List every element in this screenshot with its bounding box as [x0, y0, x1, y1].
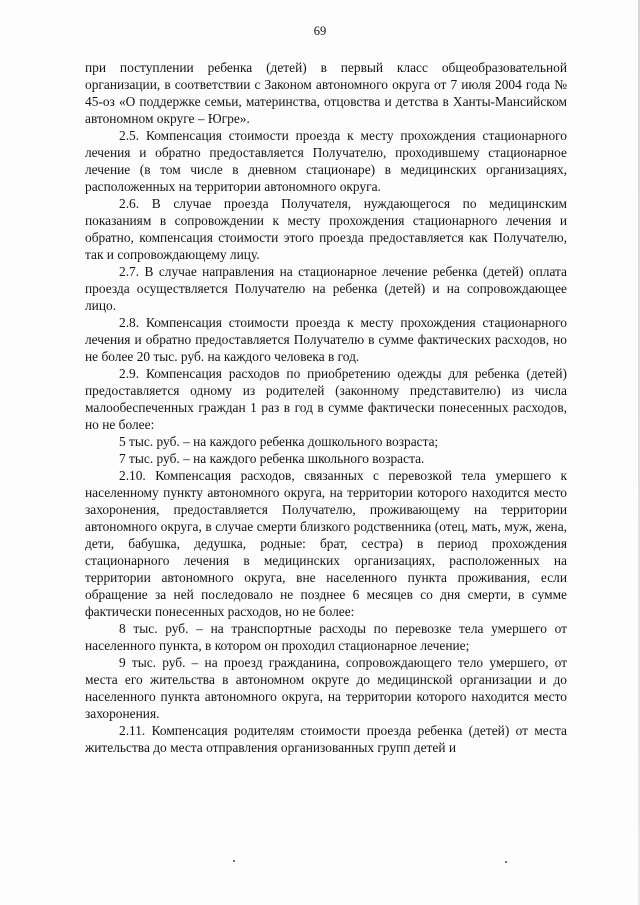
paragraph-2-10: 2.10. Компенсация расходов, связанных с перевозкой тела умершего к населенному пункту автономного округа, на территории которого находится место захоронения, предоставляется Получателю, проживающему на территории автономного округа, в случае смерти близкого родственника (отец, мать, муж, жена, дети, бабушка, дедушка, родные: брат, сестра) в период прохождения стационарного лечения в медицинских организациях, расположенных на территории автономного округа, вне населенного пункта проживания, если обращение за ней последовало не позднее 6 месяцев со дня смерти, в сумме фактически понесенных расходов, но не более: [85, 468, 567, 619]
list-item-escort: 9 тыс. руб. – на проезд гражданина, сопровождающего тело умершего, от места его жительства в автономном округе до медицинской организации и до населенного пункта автономного округа, на территории которого находится место захоронения. [85, 655, 567, 721]
paragraph-continuation: при поступлении ребенка (детей) в первый класс общеобразовательной организации, в соответствии с Законом автономного округа от 7 июля 2004 года № 45-оз «О поддержке семьи, материнства, отцовства и детства в Ханты-Мансийском автономном округе – Югре». [85, 60, 567, 126]
paragraph-2-11: 2.11. Компенсация родителям стоимости проезда ребенка (детей) от места жительства до места отправления организованных групп детей и [85, 723, 567, 755]
list-item-school: 7 тыс. руб. – на каждого ребенка школьного возраста. [119, 451, 425, 466]
scan-dot [233, 860, 235, 862]
list-item-preschool: 5 тыс. руб. – на каждого ребенка дошкольного возраста; [119, 434, 439, 449]
paragraph-2-6: 2.6. В случае проезда Получателя, нуждающегося по медицинским показаниям в сопровождении к месту прохождения стационарного лечения и обратно, компенсация стоимости этого проезда предоставляется как Получателю, так и сопровождающему лицу. [85, 196, 567, 262]
page-number: 69 [313, 24, 327, 38]
paragraph-2-8: 2.8. Компенсация стоимости проезда к месту прохождения стационарного лечения и обратно предоставляется Получателю в сумме фактических расходов, но не более 20 тыс. руб. на каждого человека в год. [85, 315, 567, 364]
document-body [85, 59, 567, 756]
paragraph-2-5: 2.5. Компенсация стоимости проезда к месту прохождения стационарного лечения и обратно предоставляется Получателю, проходившему стационарное лечение (в том числе в дневном стационаре) в медицинских организациях, расположенных на территории автономного округа. [85, 128, 567, 194]
scan-dot [505, 861, 507, 863]
list-item-transport: 8 тыс. руб. – на транспортные расходы по перевозке тела умершего от населенного пункта, в котором он проходил стационарное лечение; [85, 621, 567, 653]
paragraph-2-7: 2.7. В случае направления на стационарное лечение ребенка (детей) оплата проезда осуществляется Получателю на ребенка (детей) и на сопровождающее лицо. [85, 264, 567, 313]
paragraph-2-9: 2.9. Компенсация расходов по приобретению одежды для ребенка (детей) предоставляется одному из родителей (законному представителю) из числа малообеспеченных граждан 1 раз в год в сумме фактически понесенных расходов, но не более: [85, 366, 567, 432]
